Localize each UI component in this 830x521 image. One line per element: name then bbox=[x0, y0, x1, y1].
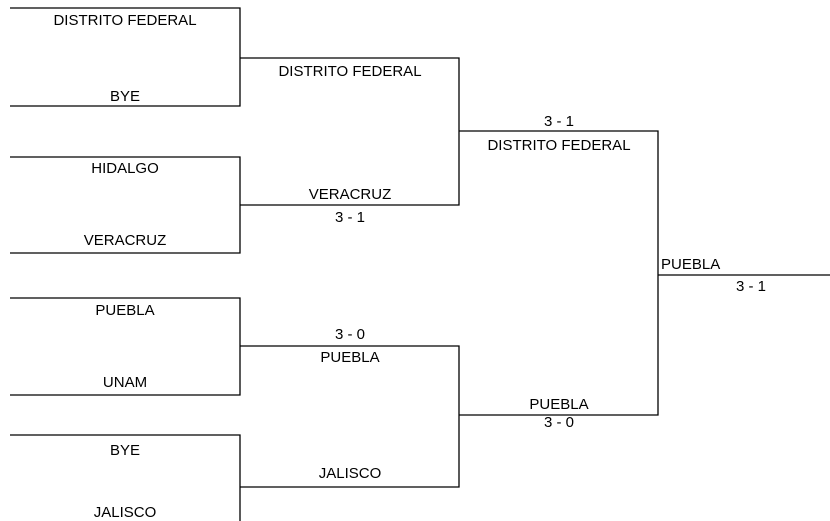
r3-m1-team: DISTRITO FEDERAL bbox=[487, 137, 631, 154]
champion-team: PUEBLA bbox=[661, 256, 721, 273]
r3-m1-score: 3 - 1 bbox=[543, 113, 575, 130]
r1-m3-bottom-team-label: UNAM bbox=[102, 374, 148, 391]
r1-m4-top-team: BYE bbox=[109, 442, 141, 459]
r1-m1-bottom-team: BYE bbox=[109, 88, 141, 105]
r1-m3-top-team: PUEBLA bbox=[95, 302, 155, 319]
champion-score: 3 - 1 bbox=[736, 278, 767, 295]
r1-m2-bottom-team: VERACRUZ bbox=[83, 232, 167, 249]
r2-m2-team: VERACRUZ bbox=[308, 186, 392, 203]
r3-lines bbox=[459, 131, 658, 415]
r3-m2-team: PUEBLA bbox=[529, 396, 589, 413]
r2-match1-lines bbox=[240, 58, 459, 205]
r2-m1-team: DISTRITO FEDERAL bbox=[278, 63, 422, 80]
r1-m1-top-team: DISTRITO FEDERAL bbox=[53, 12, 197, 29]
r1-m4-bottom-team: JALISCO bbox=[93, 504, 157, 521]
r2-m2-score: 3 - 1 bbox=[334, 209, 366, 226]
r1-m2-top-team: HIDALGO bbox=[91, 160, 159, 177]
r2-m3-score: 3 - 0 bbox=[334, 326, 366, 343]
r3-m2-score: 3 - 0 bbox=[543, 414, 575, 431]
r2-m4-team: JALISCO bbox=[318, 465, 382, 482]
r2-m3-team: PUEBLA bbox=[320, 349, 380, 366]
